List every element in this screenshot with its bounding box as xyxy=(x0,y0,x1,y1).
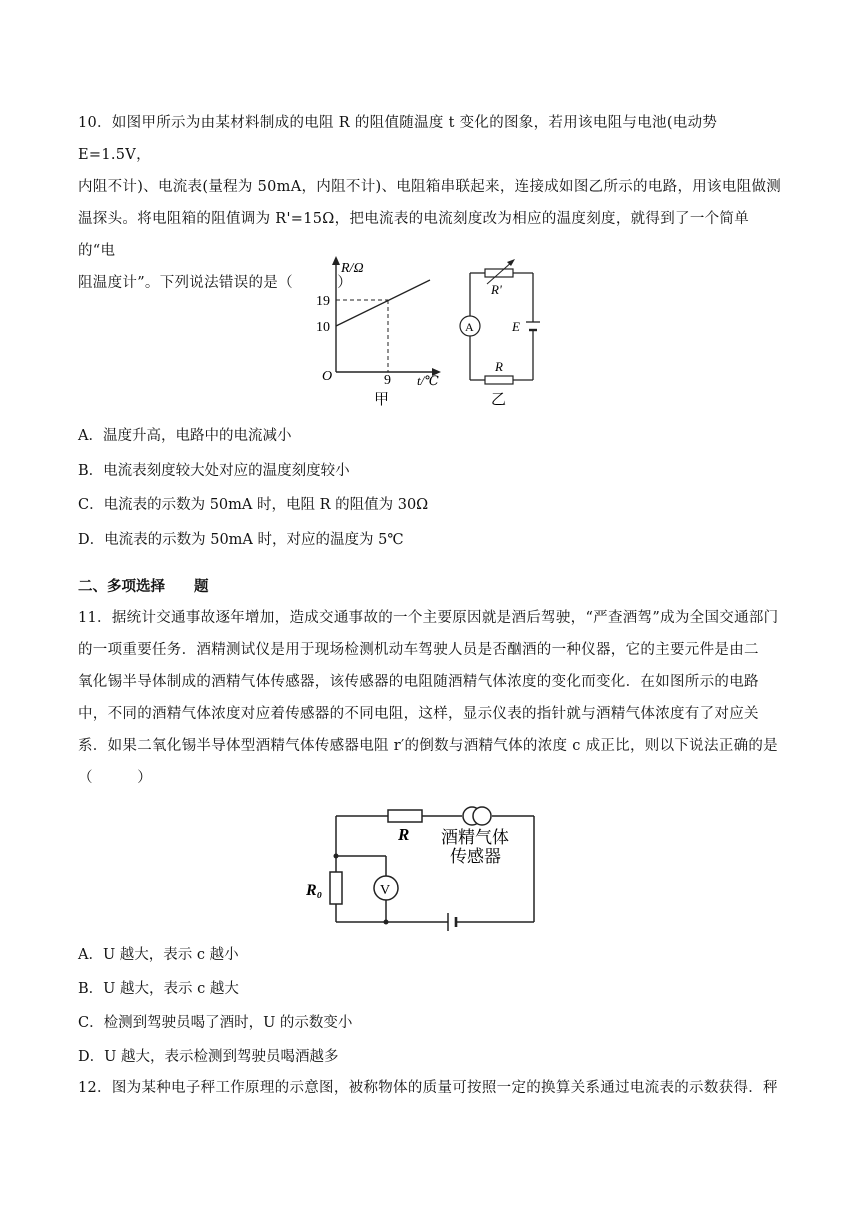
q10-line-4: 阻温度计”。下列说法错误的是（ ） xyxy=(78,275,353,291)
q10-option-a[interactable]: A．温度升高，电路中的电流减小 xyxy=(78,428,292,444)
q11-option-d[interactable]: D．U 越大，表示检测到驾驶员喝酒越多 xyxy=(78,1049,339,1065)
q10-option-d[interactable]: D．电流表的示数为 50mA 时，对应的温度为 5℃ xyxy=(78,532,404,548)
graph-origin: O xyxy=(322,369,333,384)
sensor-label-line-2: 传感器 xyxy=(450,847,501,866)
q11-line-6: （ ） xyxy=(78,770,152,786)
question-12-text xyxy=(78,1072,784,1104)
q11-line-4: 中，不同的酒精气体浓度对应着传感器的不同电阻，这样，显示仪表的指针就与酒精气体浓度有了对应关 xyxy=(78,706,759,722)
resistor-r-symbol xyxy=(388,810,422,822)
graph-x-tick-9: 9 xyxy=(384,373,391,388)
q10-line-1: 10．如图甲所示为由某材料制成的电阻 R 的阻值随温度 t 变化的图象，若用该电阻与电池(电动势 E=1.5V， xyxy=(78,115,718,163)
resistor-r-label: R xyxy=(495,359,503,374)
figure-yi-caption: 乙 xyxy=(491,392,507,408)
graph-y-tick-10: 10 xyxy=(316,320,330,335)
r-t-line xyxy=(336,280,430,326)
graph-x-label: t/℃ xyxy=(417,373,439,388)
graph-y-tick-19: 19 xyxy=(316,294,330,309)
section-multiple-choice-title: 二、多项选择 题 xyxy=(78,578,209,595)
sensor-label-line-1: 酒精气体 xyxy=(441,828,509,847)
q11-line-2: 的一项重要任务．酒精测试仪是用于现场检测机动车驾驶人员是否酗酒的一种仪器，它的主要元件是由二 xyxy=(78,642,759,658)
voltmeter-label: V xyxy=(380,883,391,898)
q11-option-c[interactable]: C．检测到驾驶员喝了酒时，U 的示数变小 xyxy=(78,1015,353,1031)
q11-line-1: 11．据统计交通事故逐年增加，造成交通事故的一个主要原因就是酒后驾驶，“严查酒驾”成为全国交通部门 xyxy=(78,610,779,626)
figure-jia-caption: 甲 xyxy=(374,392,390,408)
figure-yi-circuit xyxy=(455,256,555,412)
graph-y-label: R/Ω xyxy=(341,261,364,276)
resistor-r-label: R xyxy=(398,825,410,844)
ammeter-label: A xyxy=(465,320,474,334)
q10-option-c[interactable]: C．电流表的示数为 50mA 时，电阻 R 的阻值为 30Ω xyxy=(78,497,429,513)
resistor-r0-label: R₀ xyxy=(306,882,323,899)
figure-jia-graph xyxy=(300,252,450,412)
q11-line-3: 氧化锡半导体制成的酒精气体传感器，该传感器的电阻随酒精气体浓度的变化而变化．在如图所示的电路 xyxy=(78,674,759,690)
q11-option-b[interactable]: B．U 越大，表示 c 越大 xyxy=(78,981,239,997)
rheostat-label: R' xyxy=(491,282,502,297)
q10-option-b[interactable]: B．电流表刻度较大处对应的温度刻度较小 xyxy=(78,463,350,479)
battery-label: E xyxy=(512,319,520,334)
q12-line-1: 12．图为某种电子秤工作原理的示意图，被称物体的质量可按照一定的换算关系通过电流表的示数获得．秤 xyxy=(78,1080,778,1096)
q11-option-a[interactable]: A．U 越大，表示 c 越小 xyxy=(78,947,239,963)
q10-line-3: 温探头。将电阻箱的阻值调为 R'=15Ω，把电流表的电流刻度改为相应的温度刻度，就得到了一个简单的“电 xyxy=(78,211,750,259)
q10-line-2: 内阻不计)、电流表(量程为 50mA，内阻不计)、电阻箱串联起来，连接成如图乙所示的电路，用该电阻做测 xyxy=(78,179,782,195)
resistor-r-symbol xyxy=(485,376,513,384)
question-11-text xyxy=(78,602,784,794)
alcohol-sensor-circuit xyxy=(300,800,540,932)
resistor-r0-symbol xyxy=(330,872,342,904)
q11-line-5: 系．如果二氧化锡半导体型酒精气体传感器电阻 r′的倒数与酒精气体的浓度 c 成正比，则以下说法正确的是 xyxy=(78,738,778,754)
